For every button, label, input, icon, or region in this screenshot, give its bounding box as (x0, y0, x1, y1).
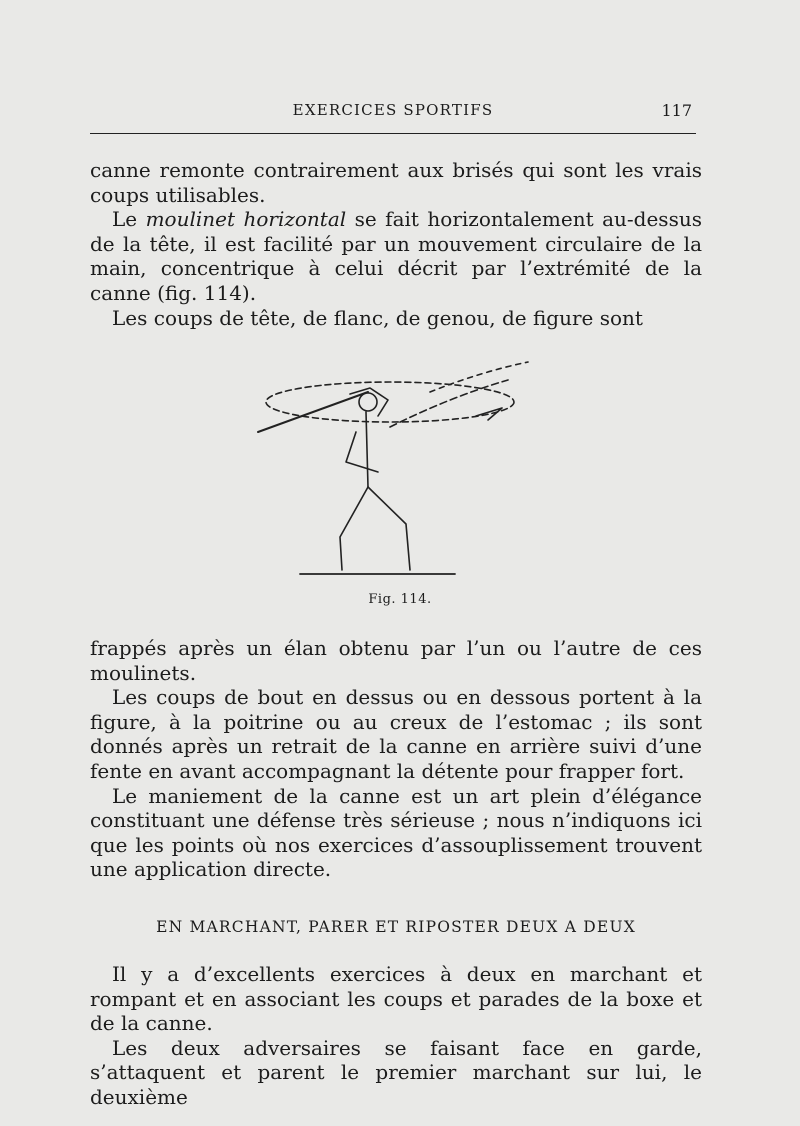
lower-arm (346, 432, 378, 472)
figure-stick-man-moulinet (250, 352, 550, 584)
paragraph-adversaires: Les deux adversaires se faisant face en garde, s’attaquent et parent le premier marchant sur lui, le deuxième (90, 1035, 702, 1109)
raised-arm (350, 388, 388, 416)
torso (366, 412, 368, 487)
figure-caption: Fig. 114. (368, 592, 432, 607)
paragraph-rest: se fait horizontalement au-dessus de la tête, il est facilité par un mouvement circulaire de la main, concentrique à celui décrit par l’extrémité de la canne (fig. 114). (90, 207, 702, 305)
paragraph-lead: Le (112, 207, 146, 232)
section-heading: EN MARCHANT, PARER ET RIPOSTER DEUX A DEUX (156, 918, 636, 936)
paragraph-continuation: canne remonte contrairement aux brisés qui sont les vrais coups utilisables. (90, 158, 702, 207)
page-number: 117 (661, 101, 692, 120)
right-leg (368, 487, 410, 570)
term-moulinet-horizontal: moulinet horizontal (145, 207, 347, 232)
paragraph-exercices: Il y a d’excellents exercices à deux en marchant et rompant et en associant les coups et parades de la boxe et de la canne. (90, 962, 702, 1036)
paragraph-maniement: Le maniement de la canne est un art plein d’élégance constituant une défense très sérieuse ; nous n’indiquons ici que les points où nos exercices d’assouplissement trouvent une application directe. (90, 783, 702, 882)
top-text-block (90, 158, 702, 330)
section-text-block (90, 962, 702, 1110)
stick-figure-drawing (250, 352, 550, 584)
left-leg (340, 487, 368, 570)
rotation-arrow (476, 408, 502, 420)
paragraph-moulinet (90, 207, 702, 305)
paragraph-coups-de-bout: Les coups de bout en dessus ou en dessous portent à la figure, à la poitrine ou au creux de l’estomac ; ils sont donnés après un retrait de la canne en arrière suivi d’une fente en avant accompagnant la détente pour frapper fort. (90, 685, 702, 783)
figure-head (359, 393, 377, 411)
header-rule (90, 133, 696, 134)
paragraph-frappes: frappés après un élan obtenu par l’un ou l’autre de ces moulinets. (90, 636, 702, 685)
cane (258, 392, 368, 432)
running-head (90, 97, 696, 125)
paragraph-coups: Les coups de tête, de flanc, de genou, de figure sont (112, 305, 643, 330)
bottom-text-block (90, 636, 702, 882)
running-title: EXERCICES SPORTIFS (292, 101, 494, 119)
